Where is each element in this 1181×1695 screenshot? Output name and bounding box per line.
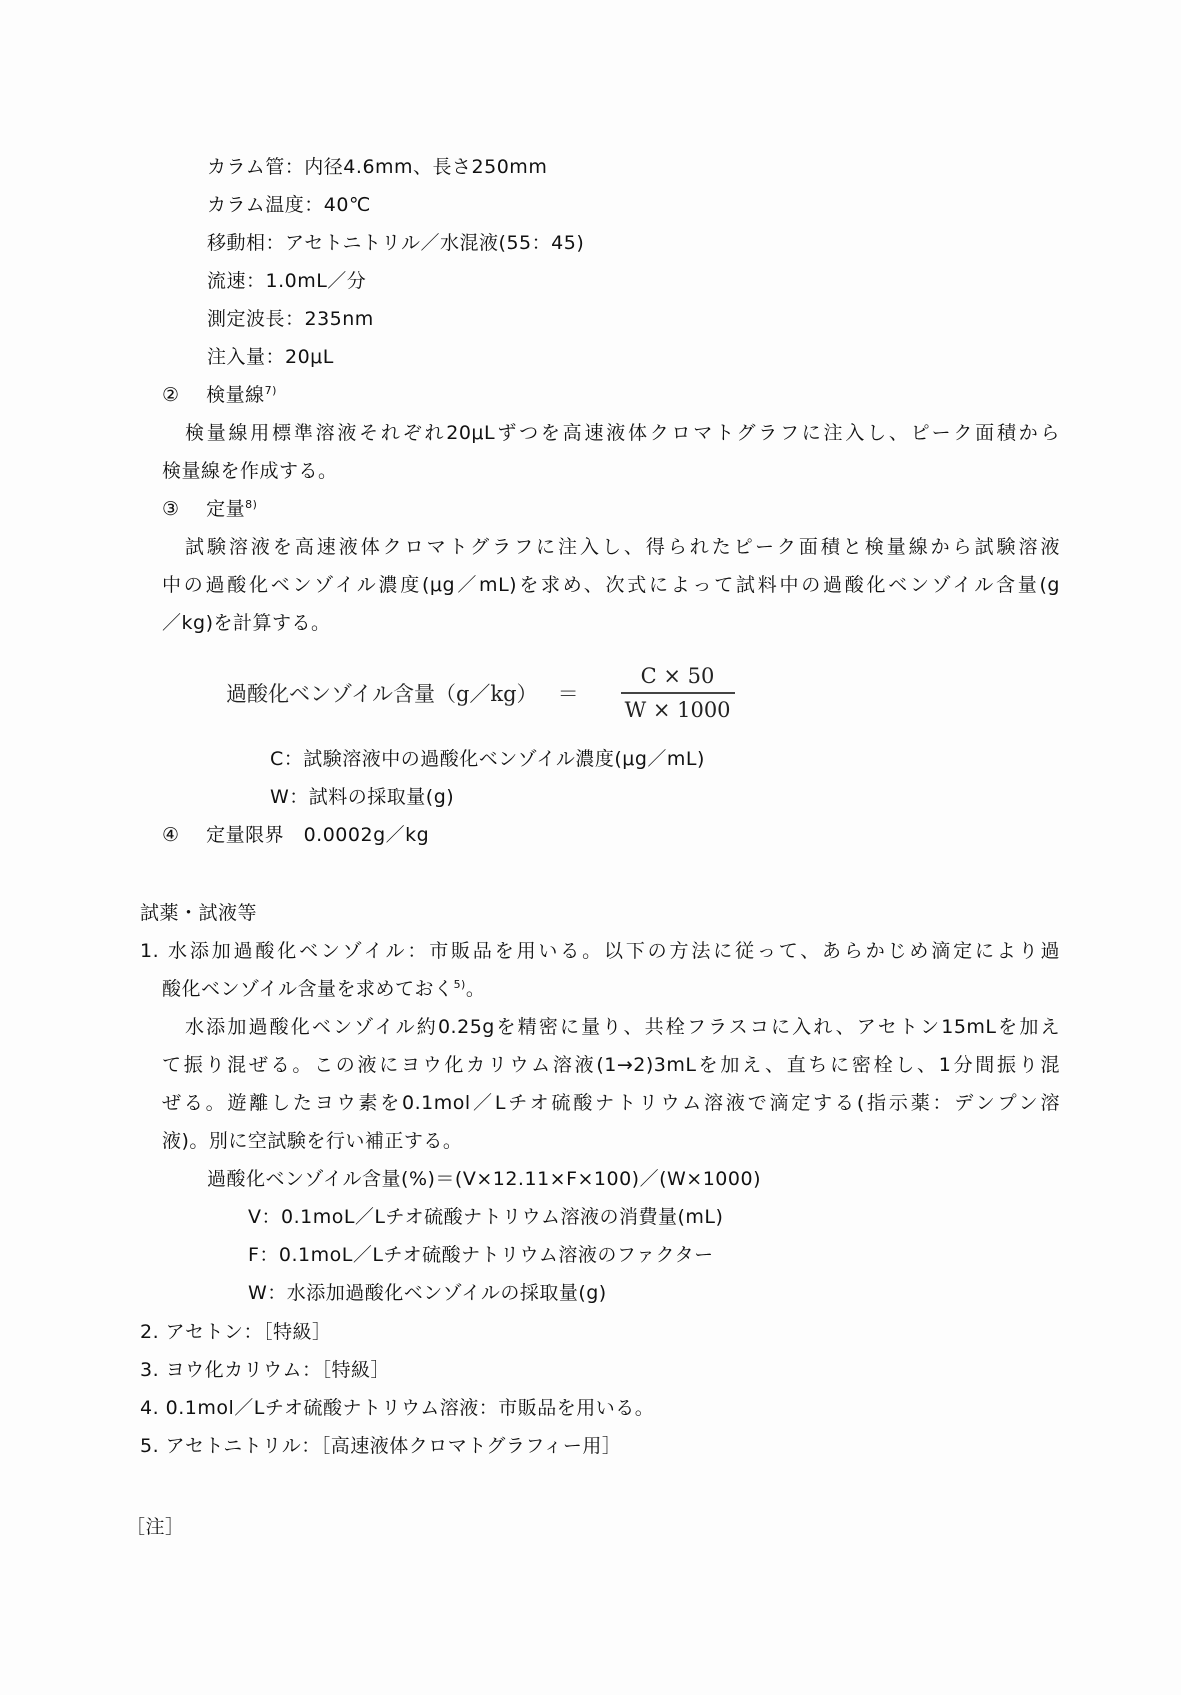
condition-injection: 注入量：20μL	[207, 346, 334, 368]
calibration-body-line: 検量線用標準溶液それぞれ20μLずつを高速液体クロマトグラフに注入し、ピーク面積から	[185, 422, 1060, 444]
titration-variable-f: F：0.1moL／Lチオ硫酸ナトリウム溶液のファクター	[248, 1244, 714, 1266]
reagent-item-5: 5. アセトニトリル：［高速液体クロマトグラフィー用］	[140, 1435, 622, 1457]
titration-variable-v: V：0.1moL／Lチオ硫酸ナトリウム溶液の消費量(mL)	[248, 1206, 724, 1228]
calibration-heading	[162, 383, 277, 407]
note-reference: 5)	[453, 978, 466, 991]
titration-formula: 過酸化ベンゾイル含量(%)＝(V×12.11×F×100)／(W×1000)	[207, 1168, 761, 1190]
quantification-limit	[162, 823, 429, 847]
formula-lhs: 過酸化ベンゾイル含量（g／kg）	[226, 682, 538, 706]
content-formula	[226, 658, 735, 728]
note-reference: 8)	[245, 498, 258, 511]
condition-flow-rate: 流速：1.0mL／分	[207, 270, 367, 292]
reagent-item-4: 4. 0.1mol／Lチオ硫酸ナトリウム溶液：市販品を用いる。	[140, 1397, 655, 1419]
formula-equals: ＝	[557, 682, 579, 706]
condition-column: カラム管：内径4.6mm、長さ250mm	[207, 156, 548, 178]
procedure-line: 液)。別に空試験を行い補正する。	[162, 1130, 463, 1152]
section-title: 検量線	[206, 384, 265, 406]
formula-fraction	[621, 663, 735, 723]
calibration-body-line: 検量線を作成する。	[162, 460, 338, 482]
quantification-body-line: 中の過酸化ベンゾイル濃度(μg／mL)を求め、次式によって試料中の過酸化ベンゾイル含量(g	[162, 574, 1060, 596]
notes-heading: ［注］	[126, 1516, 185, 1538]
titration-variable-w: W：水添加過酸化ベンゾイルの採取量(g)	[248, 1282, 607, 1304]
reagent-item-1-text: 酸化ベンゾイル含量を求めておく	[162, 978, 454, 1000]
section-marker: ③	[162, 498, 180, 520]
reagent-item-1-end: 。	[465, 978, 486, 1000]
section-marker: ④	[162, 824, 180, 846]
formula-denominator: W × 1000	[624, 698, 731, 722]
formula-variable-w: W：試料の採取量(g)	[270, 786, 455, 808]
reagent-item-1-line: 1. 水添加過酸化ベンゾイル：市販品を用いる。以下の方法に従って、あらかじめ滴定により過	[140, 940, 1060, 962]
note-reference: 7)	[264, 384, 277, 397]
formula-variable-c: C：試験溶液中の過酸化ベンゾイル濃度(μg／mL)	[270, 748, 705, 770]
condition-column-temp: カラム温度：40℃	[207, 194, 371, 216]
section-title: 定量	[206, 498, 246, 520]
reagent-item-2: 2. アセトン：［特級］	[140, 1321, 332, 1343]
condition-mobile-phase: 移動相：アセトニトリル／水混液(55：45)	[207, 232, 585, 254]
section-marker: ②	[162, 384, 180, 406]
formula-numerator: C × 50	[640, 664, 715, 688]
reagent-item-3: 3. ヨウ化カリウム：［特級］	[140, 1359, 390, 1381]
condition-wavelength: 測定波長：235nm	[207, 308, 374, 330]
reagents-heading: 試薬・試液等	[140, 902, 258, 924]
quantification-heading	[162, 497, 257, 521]
procedure-line: て振り混ぜる。この液にヨウ化カリウム溶液(1→2)3mLを加え、直ちに密栓し、1分間振り混	[162, 1054, 1060, 1076]
limit-text: 定量限界 0.0002g／kg	[206, 824, 430, 846]
procedure-line: 水添加過酸化ベンゾイル約0.25gを精密に量り、共栓フラスコに入れ、アセトン15mLを加え	[185, 1016, 1060, 1038]
reagent-item-1-line	[162, 977, 485, 1001]
quantification-body-line: ／kg)を計算する。	[162, 612, 331, 634]
quantification-body-line: 試験溶液を高速液体クロマトグラフに注入し、得られたピーク面積と検量線から試験溶液	[185, 536, 1060, 558]
procedure-line: ぜる。遊離したヨウ素を0.1mol／Lチオ硫酸ナトリウム溶液で滴定する(指示薬：デンプン溶	[162, 1092, 1060, 1114]
